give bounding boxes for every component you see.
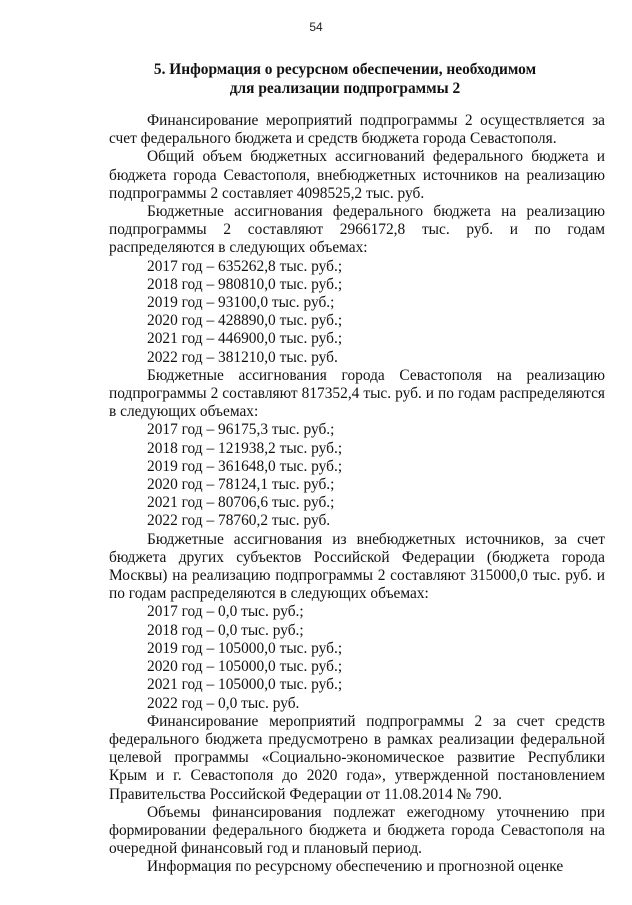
list-item: 2018 год – 0,0 тыс. руб.; bbox=[147, 621, 304, 639]
list-item: 2018 год – 121938,2 тыс. руб.; bbox=[147, 439, 343, 457]
list-item: 2020 год – 428890,0 тыс. руб.; bbox=[147, 312, 343, 330]
list-item: 2022 год – 381210,0 тыс. руб. bbox=[147, 348, 338, 366]
paragraph-financing-sources: Финансирование мероприятий подпрограммы 2 осуществляется за счет федерального бюджета и средств бюджета города Севастополя. bbox=[109, 112, 605, 148]
paragraph-extrabudget-sources: Бюджетные ассигнования из внебюджетных источников, за счет бюджета других субъектов Российской Федерации (бюджета города Москвы) на реализацию подпрограммы 2 составляют 315000,0 тыс. руб. и по годам распределяются в следующих объемах: bbox=[109, 530, 605, 603]
document-body bbox=[109, 112, 605, 877]
list-item: 2021 год – 80706,6 тыс. руб.; bbox=[147, 494, 335, 512]
page-number: 54 bbox=[309, 20, 323, 34]
list-item: 2017 год – 96175,3 тыс. руб.; bbox=[147, 421, 335, 439]
federal-budget-year-list bbox=[109, 258, 605, 367]
list-item: 2020 год – 105000,0 тыс. руб.; bbox=[147, 658, 343, 676]
list-item: 2021 год – 446900,0 тыс. руб.; bbox=[147, 330, 343, 348]
paragraph-federal-budget: Бюджетные ассигнования федерального бюджета на реализацию подпрограммы 2 составляют 2966172,8 тыс. руб. и по годам распределяются в следующих объемах: bbox=[109, 203, 605, 257]
list-item: 2022 год – 0,0 тыс. руб. bbox=[147, 694, 300, 712]
list-item: 2017 год – 0,0 тыс. руб.; bbox=[147, 603, 304, 621]
list-item: 2018 год – 980810,0 тыс. руб.; bbox=[147, 275, 343, 293]
section-heading-line-1: 5. Информация о ресурсном обеспечении, необходимом bbox=[153, 61, 537, 78]
section-heading-line-2: для реализации подпрограммы 2 bbox=[229, 79, 461, 97]
paragraph-annual-update: Объемы финансирования подлежат ежегодному уточнению при формировании федерального бюджета и бюджета города Севастополя на очередной финансовый год и плановый период. bbox=[109, 803, 605, 858]
paragraph-total-volume: Общий объем бюджетных ассигнований федерального бюджета и бюджета города Севастополя, внебюджетных источников на реализацию подпрограммы 2 составляет 4098525,2 тыс. руб. bbox=[109, 148, 605, 202]
list-item: 2021 год – 105000,0 тыс. руб.; bbox=[147, 676, 343, 694]
section-heading bbox=[110, 61, 580, 98]
list-item: 2022 год – 78760,2 тыс. руб. bbox=[147, 512, 331, 530]
paragraph-resource-info: Информация по ресурсному обеспечению и прогнозной оценке bbox=[147, 858, 564, 876]
extrabudget-year-list bbox=[109, 603, 605, 712]
list-item: 2019 год – 361648,0 тыс. руб.; bbox=[147, 457, 343, 475]
city-budget-year-list bbox=[109, 421, 605, 530]
paragraph-city-budget: Бюджетные ассигнования города Севастополя на реализацию подпрограммы 2 составляют 817352,4 тыс. руб. и по годам распределяются в следующих объемах: bbox=[109, 366, 605, 421]
paragraph-federal-program: Финансирование мероприятий подпрограммы 2 за счет средств федерального бюджета предусмотрено в рамках реализации федеральной целевой программы «Социально-экономическое развитие Республики Крым и г. Севастополя до 2020 года», утвержденной постановлением Правительства Российской Федерации от 11.08.2014 № 790. bbox=[109, 712, 605, 803]
list-item: 2017 год – 635262,8 тыс. руб.; bbox=[147, 257, 343, 275]
list-item: 2019 год – 93100,0 тыс. руб.; bbox=[147, 294, 335, 312]
list-item: 2020 год – 78124,1 тыс. руб.; bbox=[147, 476, 335, 494]
list-item: 2019 год – 105000,0 тыс. руб.; bbox=[147, 639, 343, 657]
